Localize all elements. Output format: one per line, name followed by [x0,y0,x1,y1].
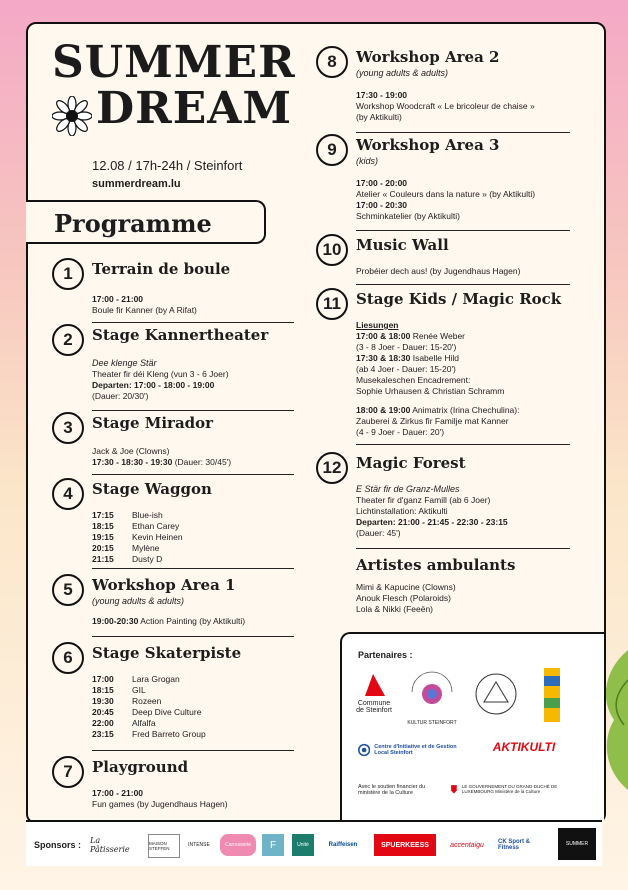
section-divider [356,548,570,549]
schedule-row: 23:15 Fred Barreto Group [92,729,206,739]
sponsors-bar [26,820,602,866]
vertical-logo-icon [542,668,562,722]
sponsor-logo: CK Sport & Fitness [498,839,530,851]
section-body: Theater fir déi Kleng (vun 3 - 6 Joer) Departen: 17:00 - 18:00 - 19:00 (Dauer: 20/30') [92,369,229,401]
circle-emblem-logo [474,672,518,716]
section-divider [356,444,570,445]
schedule-row: 18:15 Ethan Carey [92,521,180,531]
event-url[interactable]: summerdream.lu [92,178,181,190]
section-number: 4 [52,478,84,510]
sponsor-logo: F [262,834,284,856]
section-subtitle: E Stär fir de Granz-Mulles [356,484,460,494]
section-body: Jack & Joe (Clowns) 17:30 - 18:30 - 19:30 (Dauer: 30/45') [92,446,232,467]
section-name: Stage Waggon [92,480,212,498]
title-line-2: DREAM [96,83,293,134]
section-name: Magic Forest [356,454,466,472]
section-number: 3 [52,412,84,444]
section-3 [52,412,300,472]
sponsor-logo: SUMMER [558,828,596,860]
schedule-row: 21:15 Dusty D [92,554,163,564]
schedule-row: 20:15 Mylène [92,543,160,553]
section-name: Stage Kannertheater [92,326,269,344]
section-name: Workshop Area 1 [92,576,236,594]
section-name: Playground [92,758,189,776]
section-number: 7 [52,756,84,788]
emblem-icon [474,672,518,716]
soutien-text: Avec le soutien financier du ministère de la Culture [358,784,426,796]
programme-heading: Programme [26,200,266,244]
section-name: Terrain de boule [92,260,231,278]
sponsor-logo: SPUERKEESS [374,834,436,856]
section-divider [92,410,294,411]
centre-icon [358,742,370,758]
section-5 [52,574,300,634]
section-11 [316,288,586,444]
section-number: 11 [316,288,348,320]
schedule-row: 17:15 Blue-ish [92,510,163,520]
section-name: Stage Kids / Magic Rock [356,290,562,308]
section-body: 17:00 - 20:00 Atelier « Couleurs dans la nature » (by Aktikulti) 17:00 - 20:30 Schminkatelier (by Aktikulti) [356,178,536,221]
section-name: Music Wall [356,236,449,254]
section-1 [52,258,300,322]
commune-steinfort-logo: Commune de Steinfort [354,670,394,714]
section-name: Workshop Area 3 [356,136,500,154]
section-number: 1 [52,258,84,290]
section-2 [52,324,300,404]
section-body: 17:00 - 21:00 Fun games (by Jugendhaus Hagen) [92,788,228,809]
aktikulti-logo: AKTIKULTI [492,740,556,754]
section-number: 9 [316,134,348,166]
section-divider [92,636,294,637]
section-10 [316,234,586,284]
section-body: 17:30 - 19:00 Workshop Woodcraft « Le bricoleur de chaise » (by Aktikulti) [356,90,535,122]
sponsor-logo: Unité [292,834,314,856]
vertical-logo [542,668,562,722]
sponsors-label: Sponsors : [34,840,82,850]
sponsor-logo: Raiffeisen [328,842,358,848]
section-number: 10 [316,234,348,266]
section-divider [92,474,294,475]
section-7 [52,756,300,812]
section-4 [52,478,300,568]
section-body: Probéier dech aus! (by Jugendhaus Hagen) [356,266,521,276]
schedule-row: 19:15 Kevin Heinen [92,532,183,542]
section-number: 8 [316,46,348,78]
section-body: Mimi & Kapucine (Clowns) Anouk Flesch (Polaroids) Lola & Nikki (Feeën) [356,582,456,614]
section-6 [52,642,300,752]
section-number: 2 [52,324,84,356]
section-8 [316,46,586,134]
section-body: 17:00 - 21:00 Boule fir Kanner (by A Rifat) [92,294,197,315]
schedule-row: 18:15 GIL [92,685,146,695]
sponsor-logo: accentaigu [450,841,484,849]
section-9 [316,134,586,226]
event-title [52,37,296,134]
schedule-table [92,674,206,740]
centre-initiative-logo: Centre d'Initiative et de Gestion Local Steinfort [358,742,468,758]
event-date: 12.08 / 17h-24h / Steinfort [92,158,243,173]
section-divider [356,230,570,231]
section-body: Liesungen 17:00 & 18:00 Renée Weber (3 - 8 Joer - Dauer: 15-20') 17:30 & 18:30 Isabelle Hild (ab 4 Joer - Dauer: 15-20') Musekaleschen Encadrement: Sophie Urhausen & Christian Schramm 18:00 & 19:00 Animatrix (Irina Chechulina): Zauberei & Zirkus fir Familje mat Kanner (4 - 9 Joer - Dauer: 20') [356,320,520,437]
lion-icon [450,780,458,798]
section-divider [92,750,294,751]
commune-steinfort-icon [359,670,389,698]
section-divider [92,568,294,569]
kultur-steinfort-logo: KULTUR STEINFORT [404,668,460,726]
section-ambulants [316,554,586,624]
section-divider [356,132,570,133]
section-name: Workshop Area 2 [356,48,500,66]
section-body: 19:00-20:30 Action Painting (by Aktikulti) [92,616,246,626]
sponsor-logo: MAISON STEFFEN [148,834,180,858]
sponsor-logo: La Pâtisserie [90,836,130,854]
partners-label: Partenaires : [358,650,413,660]
section-number: 6 [52,642,84,674]
section-divider [356,284,570,285]
section-divider [92,322,294,323]
section-body: Theater fir d'ganz Famill (ab 6 Joer) Lichtinstallation: Aktikulti Departen: 21:00 - 21:45 - 22:30 - 23:15 (Dauer: 45') [356,495,508,538]
section-number: 12 [316,452,348,484]
schedule-row: 17:00 Lara Grogan [92,674,180,684]
section-subtitle: (kids) [356,156,378,166]
section-subtitle: Dee klenge Stär [92,358,157,368]
section-12 [316,452,586,548]
section-number: 5 [52,574,84,606]
section-name: Stage Mirador [92,414,214,432]
section-name: Artistes ambulants [356,556,516,574]
schedule-row: 20:45 Deep Dive Culture [92,707,202,717]
sponsor-logo: INTENSE [188,842,210,848]
schedule-row: 22:00 Alfalfa [92,718,156,728]
kultur-steinfort-icon [404,668,460,718]
gouvernement-logo: LE GOUVERNEMENT DU GRAND-DUCHÉ DE LUXEMBOURG Ministère de la Culture [450,780,560,798]
partners-box [340,632,604,822]
sponsor-logo: Carrosserie [220,834,256,856]
section-subtitle: (young adults & adults) [92,596,185,606]
section-name: Stage Skaterpiste [92,644,242,662]
title-line-1: SUMMER [52,37,296,88]
schedule-table [92,510,183,565]
schedule-row: 19:30 Rozeen [92,696,162,706]
section-subtitle: (young adults & adults) [356,68,449,78]
